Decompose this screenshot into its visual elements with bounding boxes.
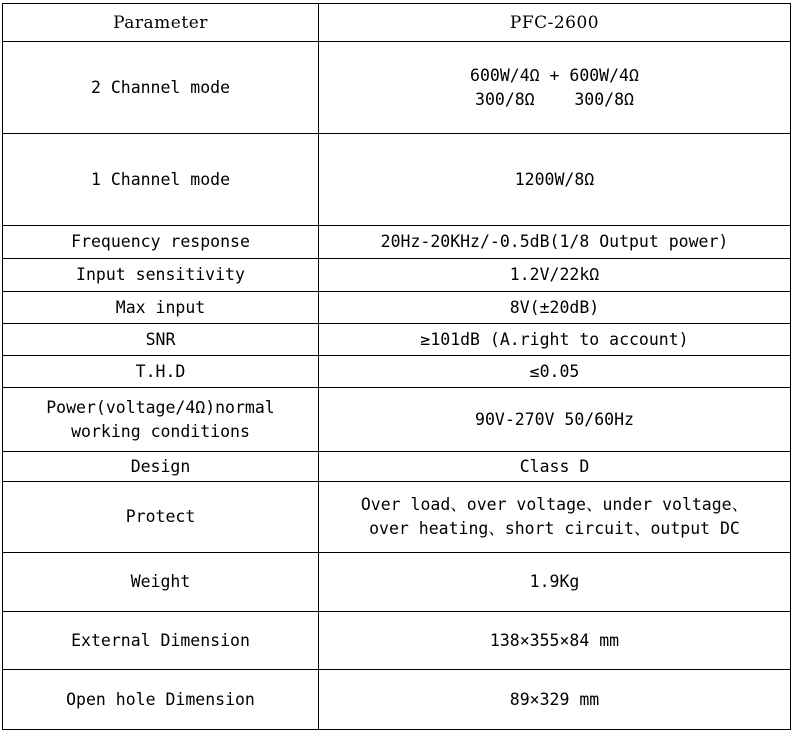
- value-snr: ≥101dB (A.right to account): [319, 324, 791, 356]
- table-row: [3, 324, 791, 356]
- value-protect: [319, 482, 791, 553]
- value-line: 300/8Ω 300/8Ω: [475, 89, 634, 109]
- table-row: [3, 356, 791, 388]
- table-row: [3, 388, 791, 452]
- param-1-channel-mode: 1 Channel mode: [3, 134, 319, 226]
- param-2-channel-mode: 2 Channel mode: [3, 42, 319, 134]
- param-design: Design: [3, 452, 319, 482]
- value-thd: ≤0.05: [319, 356, 791, 388]
- value-power-conditions: 90V-270V 50/60Hz: [319, 388, 791, 452]
- table-row: [3, 482, 791, 553]
- value-input-sensitivity: 1.2V/22kΩ: [319, 259, 791, 292]
- value-max-input: 8V(±20dB): [319, 292, 791, 324]
- param-max-input: Max input: [3, 292, 319, 324]
- table-row: [3, 612, 791, 670]
- spec-table: [2, 3, 791, 730]
- header-model: PFC-2600: [319, 4, 791, 42]
- value-open-hole-dimension: 89×329 mm: [319, 670, 791, 730]
- param-line: Power(voltage/4Ω)normal: [46, 397, 275, 417]
- table-row: [3, 42, 791, 134]
- table-row: [3, 670, 791, 730]
- param-protect: Protect: [3, 482, 319, 553]
- value-frequency-response: 20Hz-20KHz/-0.5dB(1/8 Output power): [319, 226, 791, 259]
- table-row: [3, 134, 791, 226]
- param-weight: Weight: [3, 553, 319, 612]
- param-line: working conditions: [71, 421, 250, 441]
- value-design: Class D: [319, 452, 791, 482]
- table-row: [3, 292, 791, 324]
- value-weight: 1.9Kg: [319, 553, 791, 612]
- value-1-channel-mode: 1200W/8Ω: [319, 134, 791, 226]
- param-power-conditions: [3, 388, 319, 452]
- value-2-channel-mode: [319, 42, 791, 134]
- value-line: 600W/4Ω + 600W/4Ω: [470, 65, 639, 85]
- table-row: [3, 226, 791, 259]
- param-thd: T.H.D: [3, 356, 319, 388]
- table-row: [3, 259, 791, 292]
- param-snr: SNR: [3, 324, 319, 356]
- table-header-row: [3, 4, 791, 42]
- value-external-dimension: 138×355×84 mm: [319, 612, 791, 670]
- header-parameter: Parameter: [3, 4, 319, 42]
- value-line: over heating、short circuit、output DC: [369, 519, 740, 538]
- param-open-hole-dimension: Open hole Dimension: [3, 670, 319, 730]
- value-line: Over load、over voltage、under voltage、: [360, 495, 749, 514]
- param-input-sensitivity: Input sensitivity: [3, 259, 319, 292]
- param-frequency-response: Frequency response: [3, 226, 319, 259]
- table-row: [3, 553, 791, 612]
- table-row: [3, 452, 791, 482]
- param-external-dimension: External Dimension: [3, 612, 319, 670]
